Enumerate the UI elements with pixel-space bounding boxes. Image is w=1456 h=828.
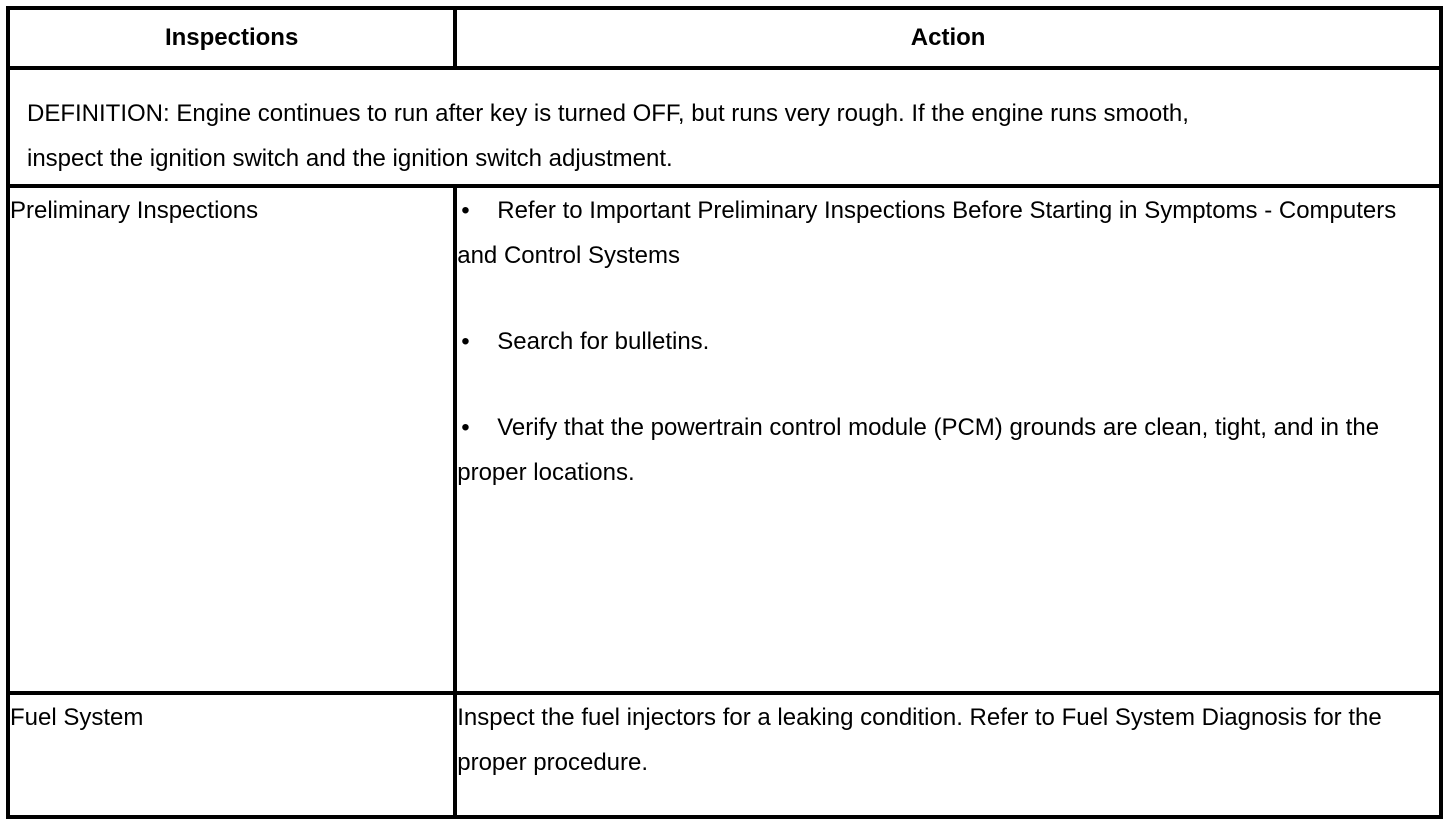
- inspection-label: Preliminary Inspections: [10, 197, 259, 224]
- header-inspections: Inspections: [8, 8, 455, 68]
- table-header-row: [8, 8, 1441, 68]
- bullet-text: Refer to Important Preliminary Inspections Before Starting in Symptoms - Computers and Control Systems: [457, 197, 1397, 269]
- bullet-text: Search for bulletins.: [497, 328, 710, 355]
- definition-cell: [8, 68, 1441, 186]
- definition-text: DEFINITION: Engine continues to run after key is turned OFF, but runs very rough. If the engine runs smooth, inspect the ignition switch and the ignition switch adjustment.: [27, 100, 1189, 172]
- bullet-icon: •: [461, 197, 470, 224]
- list-item: [457, 319, 1439, 364]
- table-row: [8, 186, 1441, 693]
- list-item: [457, 405, 1439, 495]
- inspection-label: Fuel System: [10, 704, 144, 731]
- definition-row: [8, 68, 1441, 186]
- list-item: [457, 188, 1439, 278]
- action-cell: [455, 693, 1441, 817]
- action-cell: [455, 186, 1441, 693]
- action-text: Inspect the fuel injectors for a leaking condition. Refer to Fuel System Diagnosis for the proper procedure.: [457, 704, 1382, 776]
- table-row: [8, 693, 1441, 817]
- inspection-cell: [8, 186, 455, 693]
- header-action: Action: [455, 8, 1441, 68]
- bullet-icon: •: [461, 414, 470, 441]
- bullet-icon: •: [461, 328, 470, 355]
- diagnostic-table: [6, 6, 1443, 819]
- bullet-text: Verify that the powertrain control module (PCM) grounds are clean, tight, and in the proper locations.: [457, 414, 1380, 486]
- inspection-cell: [8, 693, 455, 817]
